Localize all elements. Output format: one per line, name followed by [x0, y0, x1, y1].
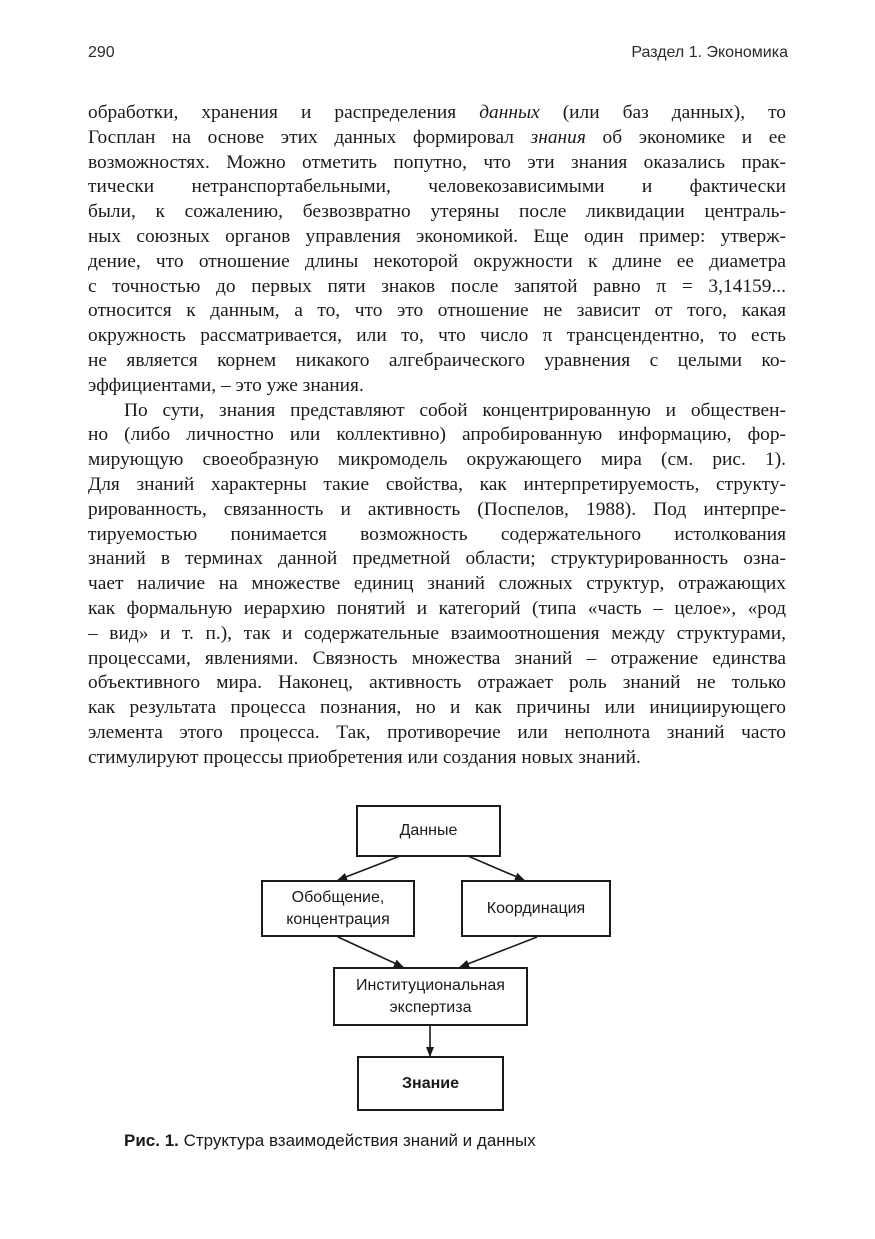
- page-number: 290: [88, 44, 115, 61]
- text-line: По сути, знания представляют собой концентрированную и обществен-: [124, 399, 786, 421]
- text-line: тически нетранспортабельными, человекозависимыми и фактически: [88, 176, 786, 198]
- text-line: но (либо личностно или коллективно) апробированную информацию, фор-: [88, 424, 786, 446]
- caption-label: Рис. 1.: [124, 1131, 179, 1150]
- text-line: элемента этого процесса. Так, противоречие или неполнота знаний часто: [88, 721, 786, 743]
- text-line: обработки, хранения и распределения данных (или баз данных), то: [88, 102, 786, 123]
- arrow-data-to-coordination: [468, 856, 524, 880]
- data-box: Данные: [356, 805, 501, 857]
- text-line: чает наличие на множестве единиц знаний сложных структур, отражающих: [88, 573, 786, 595]
- arrow-coordination-to-expertise: [460, 937, 537, 967]
- caption-text: Структура взаимодействия знаний и данных: [178, 1131, 536, 1150]
- paragraph: [88, 101, 786, 399]
- text-line: знаний в терминах данной предметной области; структурированность озна-: [88, 548, 786, 570]
- text-line: рированность, связанность и активность (Поспелов, 1988). Под интерпре-: [88, 498, 786, 520]
- running-header: [88, 44, 788, 68]
- arrow-generalization-to-expertise: [338, 937, 403, 967]
- text-line: дение, что отношение длины некоторой окружности к длине ее диаметра: [88, 250, 786, 272]
- text-line: – вид» и т. п.), так и содержательные взаимоотношения между структурами,: [88, 622, 786, 644]
- text-line: как результата процесса познания, но и как причины или инициирующего: [88, 697, 786, 719]
- emphasis: знания: [530, 126, 586, 148]
- text-line: эффициентами, – это уже знания.: [88, 374, 364, 396]
- emphasis: данных: [479, 102, 540, 123]
- text-line: объективного мира. Наконец, активность отражает роль знаний не только: [88, 672, 786, 694]
- text-line: окружность рассматривается, или то, что число π трансцендентно, то есть: [88, 325, 786, 347]
- text-line: с точностью до первых пяти знаков после запятой равно π = 3,14159...: [88, 275, 786, 297]
- expertise-box: Институциональная экспертиза: [333, 967, 528, 1026]
- text-line: мирующую своеобразную микромодель окружающего мира (см. рис. 1).: [88, 449, 786, 471]
- text-line: не является корнем никакого алгебраического уравнения с целыми ко-: [88, 349, 786, 371]
- paragraph: [88, 399, 786, 771]
- text-line: процессами, явлениями. Связность множества знаний – отражение единства: [88, 647, 786, 669]
- section-title: Раздел 1. Экономика: [631, 44, 788, 61]
- text-line: Для знаний характерны такие свойства, как интерпретируемость, структу-: [88, 473, 786, 495]
- coordination-box: Координация: [461, 880, 611, 937]
- figure-caption: [124, 1131, 744, 1151]
- arrow-data-to-generalization: [338, 856, 400, 880]
- text-line: ных союзных органов управления экономикой. Еще один пример: утверж-: [88, 225, 786, 247]
- text-line: относится к данным, а то, что это отношение не зависит от того, какая: [88, 300, 786, 322]
- body-text: [88, 101, 786, 771]
- text-line: стимулируют процессы приобретения или создания новых знаний.: [88, 746, 641, 768]
- knowledge-box: Знание: [357, 1056, 504, 1111]
- text-line: возможностях. Можно отметить попутно, что эти знания оказались прак-: [88, 151, 786, 173]
- text-line: тируемостью понимается возможность содержательного истолкования: [88, 523, 786, 545]
- text-line: Госплан на основе этих данных формировал знания об экономике и ее: [88, 126, 786, 148]
- text-line: как формальную иерархию понятий и категорий (типа «часть – целое», «род: [88, 597, 786, 619]
- text-line: были, к сожалению, безвозвратно утеряны после ликвидации централь-: [88, 201, 786, 223]
- generalization-box: Обобщение, концентрация: [261, 880, 415, 937]
